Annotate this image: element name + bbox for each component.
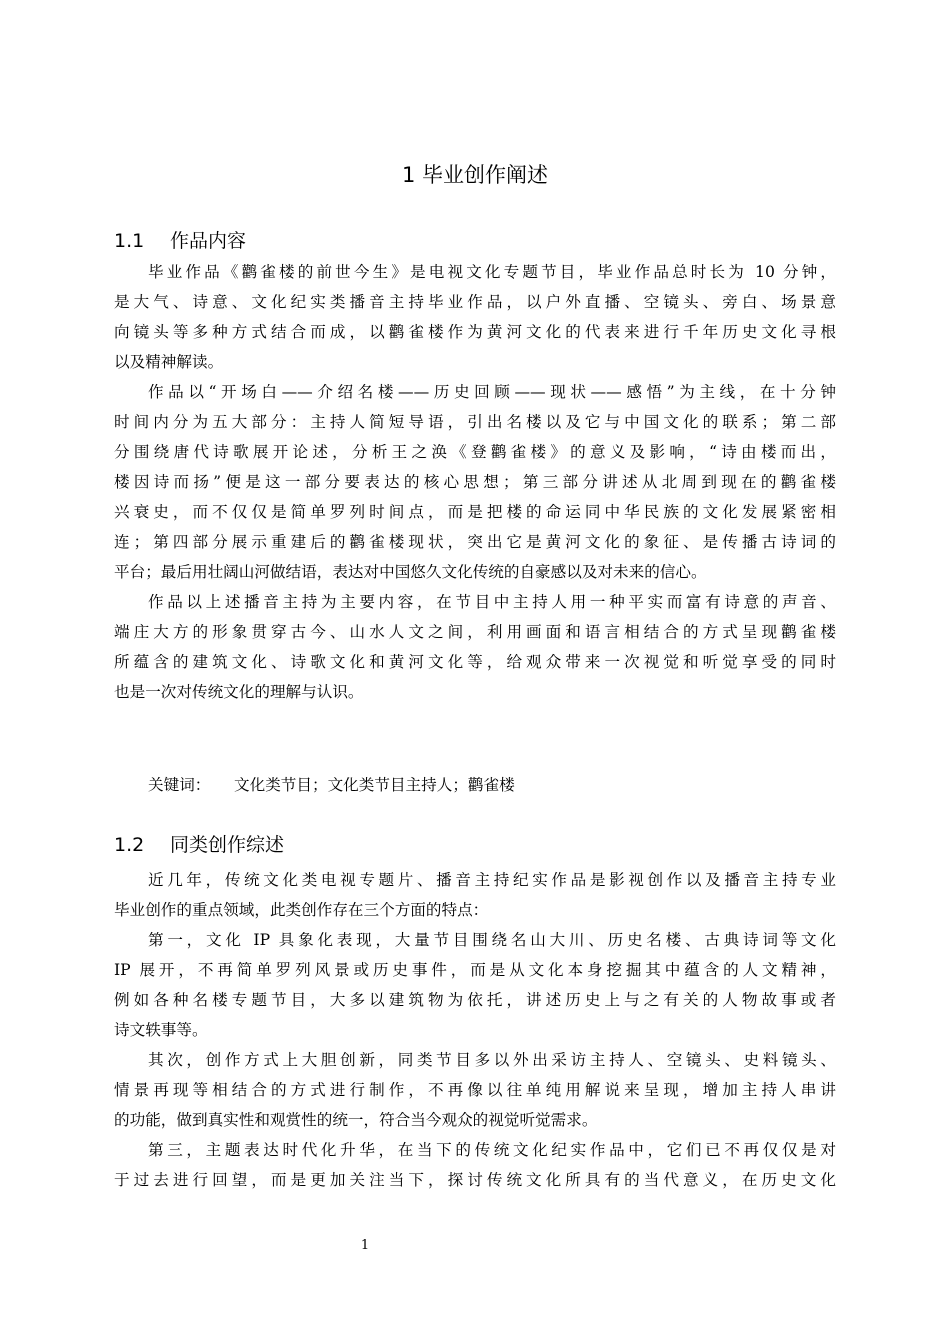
paragraph-line: 于过去进行回望，而是更加关注当下，探讨传统文化所具有的当代意义，在历史文化 [114,1171,836,1189]
paragraph-line: 作品以“开场白——介绍名楼——历史回顾——现状——感悟”为主线，在十分钟 [148,383,836,401]
paragraph-line: 时间内分为五大部分：主持人简短导语，引出名楼以及它与中国文化的联系；第二部 [114,413,836,431]
paragraph-line: 近几年，传统文化类电视专题片、播音主持纪实作品是影视创作以及播音主持专业 [148,871,836,889]
page-number: 1 [360,1238,370,1253]
paragraph-line: 情景再现等相结合的方式进行制作，不再像以往单纯用解说来呈现，增加主持人串讲 [114,1081,836,1099]
paragraph-line: 作品以上述播音主持为主要内容，在节目中主持人用一种平实而富有诗意的声音、 [148,593,836,611]
paragraph-line: 第一，文化 IP 具象化表现，大量节目围绕名山大川、历史名楼、古典诗词等文化 [148,931,836,949]
section-number: 1.1 [114,230,145,252]
paragraph-line: 毕业作品《鹳雀楼的前世今生》是电视文化专题节目，毕业作品总时长为 10 分钟， [148,263,836,281]
chapter-title: 1 毕业创作阐述 [401,163,549,187]
paragraph-line: 是大气、诗意、文化纪实类播音主持毕业作品，以户外直播、空镜头、旁白、场景意 [114,293,836,311]
paragraph-line: 端庄大方的形象贯穿古今、山水人文之间，利用画面和语言相结合的方式呈现鹳雀楼 [114,623,836,641]
section-body-1-2 [114,865,836,1195]
paragraph [114,925,836,1045]
paragraph-line: 分围绕唐代诗歌展开论述，分析王之涣《登鹳雀楼》的意义及影响，“诗由楼而出， [114,443,836,461]
paragraph-line: 第三，主题表达时代化升华，在当下的传统文化纪实作品中，它们已不再仅仅是对 [148,1141,836,1159]
paragraph-line: 也是一次对传统文化的理解与认识。 [114,683,364,701]
paragraph [114,1135,836,1195]
section-heading-1-2 [114,832,284,858]
paragraph-line: 向镜头等多种方式结合而成，以鹳雀楼作为黄河文化的代表来进行千年历史文化寻根 [114,323,836,341]
paragraph-line: 的功能，做到真实性和观赏性的统一，符合当今观众的视觉听觉需求。 [114,1111,598,1129]
section-body-1-1 [114,257,836,707]
paragraph [114,257,836,377]
paragraph-line: 连；第四部分展示重建后的鹳雀楼现状，突出它是黄河文化的象征、是传播古诗词的 [114,533,836,551]
paragraph [114,377,836,587]
paragraph-line: 例如各种名楼专题节目，大多以建筑物为依托，讲述历史上与之有关的人物故事或者 [114,991,836,1009]
paragraph-line: 楼因诗而扬”便是这一部分要表达的核心思想；第三部分讲述从北周到现在的鹳雀楼 [114,473,836,491]
paragraph-line: 诗文轶事等。 [114,1021,208,1039]
paragraph [114,1045,836,1135]
paragraph-line: 其次，创作方式上大胆创新，同类节目多以外出采访主持人、空镜头、史料镜头、 [148,1051,836,1069]
paragraph [114,865,836,925]
section-title: 作品内容 [170,230,247,252]
section-number: 1.2 [114,834,145,856]
keywords-value: 文化类节目；文化类节目主持人；鹳雀楼 [234,776,515,794]
paragraph-line: IP 展开，不再简单罗列风景或历史事件，而是从文化本身挖掘其中蕴含的人文精神， [114,961,836,979]
section-title: 同类创作综述 [170,834,285,856]
section-heading-1-1 [114,228,246,254]
paragraph-line: 以及精神解读。 [114,353,224,371]
paragraph-line: 兴衰史，而不仅仅是简单罗列时间点，而是把楼的命运同中华民族的文化发展紧密相 [114,503,836,521]
paragraph-line: 平台；最后用壮阔山河做结语，表达对中国悠久文化传统的自豪感以及对未来的信心。 [114,563,707,581]
keywords-label: 关键词： [148,776,211,794]
keywords [148,770,515,800]
paragraph-line: 毕业创作的重点领域，此类创作存在三个方面的特点： [114,901,489,919]
paragraph-line: 所蕴含的建筑文化、诗歌文化和黄河文化等，给观众带来一次视觉和听觉享受的同时 [114,653,836,671]
paragraph [114,587,836,707]
